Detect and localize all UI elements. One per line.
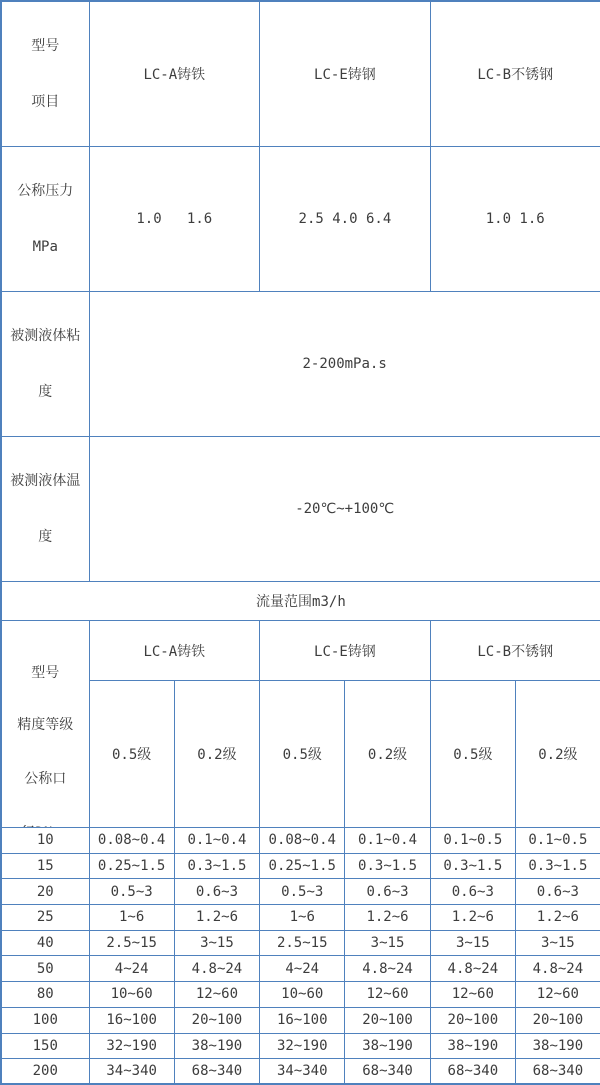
viscosity-label-line2: 度 [38, 384, 53, 400]
flow-range-cell: 34~340 [260, 1059, 345, 1085]
model-header-cell: LC-A铸铁 [89, 621, 260, 681]
dn-cell: 10 [1, 828, 89, 854]
table-row [1, 1033, 600, 1059]
flow-range-cell: 34~340 [89, 1059, 174, 1085]
flow-range-cell: 0.6~3 [345, 879, 430, 905]
flow-range-cell: 10~60 [260, 982, 345, 1008]
flow-range-cell: 16~100 [260, 1007, 345, 1033]
viscosity-label-cell [1, 292, 89, 437]
accuracy-grade-cell: 0.2级 [345, 681, 430, 828]
model-header-cell: LC-B不锈钢 [430, 621, 600, 681]
viscosity-label-line1: 被测液体粘 [10, 328, 81, 344]
flow-range-cell: 0.3~1.5 [430, 853, 515, 879]
flow-range-cell: 4.8~24 [174, 956, 259, 982]
model-header-cell: LC-E铸钢 [260, 621, 431, 681]
flow-corner-model-label: 型号 [31, 665, 60, 681]
flow-range-cell: 38~190 [430, 1033, 515, 1059]
pressure-value-cell: 2.5 4.0 6.4 [260, 147, 431, 292]
pressure-label-line1: 公称压力 [17, 183, 74, 199]
accuracy-grade-cell: 0.2级 [515, 681, 600, 828]
dn-cell: 25 [1, 905, 89, 931]
flow-range-cell: 2.5~15 [260, 930, 345, 956]
flow-range-cell: 0.1~0.5 [430, 828, 515, 854]
flow-range-cell: 0.6~3 [174, 879, 259, 905]
dn-cell: 20 [1, 879, 89, 905]
flow-range-cell: 1.2~6 [515, 905, 600, 931]
flow-range-cell: 12~60 [515, 982, 600, 1008]
flow-range-cell: 0.5~3 [89, 879, 174, 905]
flow-range-cell: 1~6 [260, 905, 345, 931]
dn-cell: 15 [1, 853, 89, 879]
flow-range-cell: 3~15 [430, 930, 515, 956]
table-row [1, 905, 600, 931]
flow-range-cell: 1.2~6 [430, 905, 515, 931]
flow-range-cell: 0.1~0.4 [345, 828, 430, 854]
flow-range-cell: 20~100 [515, 1007, 600, 1033]
flow-range-cell: 0.1~0.5 [515, 828, 600, 854]
temperature-value-cell: -20℃~+100℃ [89, 437, 600, 582]
flow-range-cell: 32~190 [260, 1033, 345, 1059]
flow-range-cell: 0.25~1.5 [260, 853, 345, 879]
flow-range-cell: 20~100 [345, 1007, 430, 1033]
table-row [1, 828, 600, 854]
table-row [1, 982, 600, 1008]
flow-range-cell: 1.2~6 [174, 905, 259, 931]
table-row [1, 292, 600, 437]
pressure-value-cell: 1.0 1.6 [430, 147, 600, 292]
pressure-label-line2: MPa [32, 239, 58, 255]
temperature-label-cell [1, 437, 89, 582]
table-row [1, 147, 600, 292]
flow-range-cell: 4.8~24 [430, 956, 515, 982]
flow-range-cell: 68~340 [345, 1059, 430, 1085]
dn-cell: 150 [1, 1033, 89, 1059]
table-row [1, 879, 600, 905]
table-row [1, 681, 600, 828]
accuracy-grade-cell: 0.5级 [430, 681, 515, 828]
table-row [1, 621, 600, 681]
flow-range-cell: 0.1~0.4 [174, 828, 259, 854]
table-row [1, 582, 600, 621]
table-row [1, 1059, 600, 1085]
corner-line-model: 型号 [31, 38, 60, 54]
flow-range-cell: 38~190 [174, 1033, 259, 1059]
table-row [1, 1, 600, 147]
table-row [1, 437, 600, 582]
flow-range-cell: 12~60 [174, 982, 259, 1008]
flow-range-cell: 10~60 [89, 982, 174, 1008]
flow-range-cell: 68~340 [174, 1059, 259, 1085]
corner-cell [1, 1, 89, 147]
table-row [1, 853, 600, 879]
flow-range-cell: 20~100 [174, 1007, 259, 1033]
table-row [1, 956, 600, 982]
flow-range-cell: 0.08~0.4 [260, 828, 345, 854]
flow-range-cell: 38~190 [515, 1033, 600, 1059]
dn-cell: 80 [1, 982, 89, 1008]
flow-range-cell: 0.08~0.4 [89, 828, 174, 854]
flow-range-cell: 0.3~1.5 [345, 853, 430, 879]
flow-range-cell: 3~15 [345, 930, 430, 956]
accuracy-grade-cell: 0.5级 [260, 681, 345, 828]
flow-range-cell: 68~340 [515, 1059, 600, 1085]
flow-range-cell: 0.6~3 [515, 879, 600, 905]
flow-range-cell: 3~15 [515, 930, 600, 956]
flow-range-cell: 3~15 [174, 930, 259, 956]
flow-corner-line2: 公称口 [24, 771, 67, 787]
flow-range-cell: 4.8~24 [345, 956, 430, 982]
table-row [1, 930, 600, 956]
flow-range-cell: 32~190 [89, 1033, 174, 1059]
flow-range-cell: 2.5~15 [89, 930, 174, 956]
flow-range-cell: 1~6 [89, 905, 174, 931]
dn-cell: 100 [1, 1007, 89, 1033]
dn-cell: 50 [1, 956, 89, 982]
corner-line-item: 项目 [31, 94, 60, 110]
model-header-cell: LC-E铸钢 [260, 1, 431, 147]
dn-cell: 200 [1, 1059, 89, 1085]
flow-corner-line3 [1, 822, 89, 828]
flow-range-cell: 0.3~1.5 [515, 853, 600, 879]
accuracy-grade-cell: 0.5级 [89, 681, 174, 828]
flow-range-cell: 0.3~1.5 [174, 853, 259, 879]
flow-range-cell: 12~60 [430, 982, 515, 1008]
flow-corner-line1: 精度等级 [17, 717, 74, 733]
temperature-label-line1: 被测液体温 [10, 473, 81, 489]
flow-range-cell: 38~190 [345, 1033, 430, 1059]
flow-range-cell: 4~24 [89, 956, 174, 982]
flow-range-cell: 4.8~24 [515, 956, 600, 982]
flow-range-cell: 1.2~6 [345, 905, 430, 931]
flow-range-title-cell: 流量范围m3/h [1, 582, 600, 621]
model-header-cell: LC-B不锈钢 [430, 1, 600, 147]
flow-range-cell: 4~24 [260, 956, 345, 982]
flow-corner-cell [1, 621, 89, 828]
dn-cell: 40 [1, 930, 89, 956]
viscosity-value-cell: 2-200mPa.s [89, 292, 600, 437]
flow-range-cell: 0.5~3 [260, 879, 345, 905]
flow-range-cell: 0.25~1.5 [89, 853, 174, 879]
flow-range-cell: 20~100 [430, 1007, 515, 1033]
flow-range-cell: 0.6~3 [430, 879, 515, 905]
flow-range-cell: 68~340 [430, 1059, 515, 1085]
accuracy-grade-cell: 0.2级 [174, 681, 259, 828]
temperature-label-line2: 度 [38, 529, 53, 545]
table-row [1, 1007, 600, 1033]
pressure-value-cell: 1.0 1.6 [89, 147, 260, 292]
flow-range-cell: 12~60 [345, 982, 430, 1008]
dn-rows [1, 828, 600, 1085]
pressure-label-cell [1, 147, 89, 292]
model-header-cell: LC-A铸铁 [89, 1, 260, 147]
flow-range-cell: 16~100 [89, 1007, 174, 1033]
